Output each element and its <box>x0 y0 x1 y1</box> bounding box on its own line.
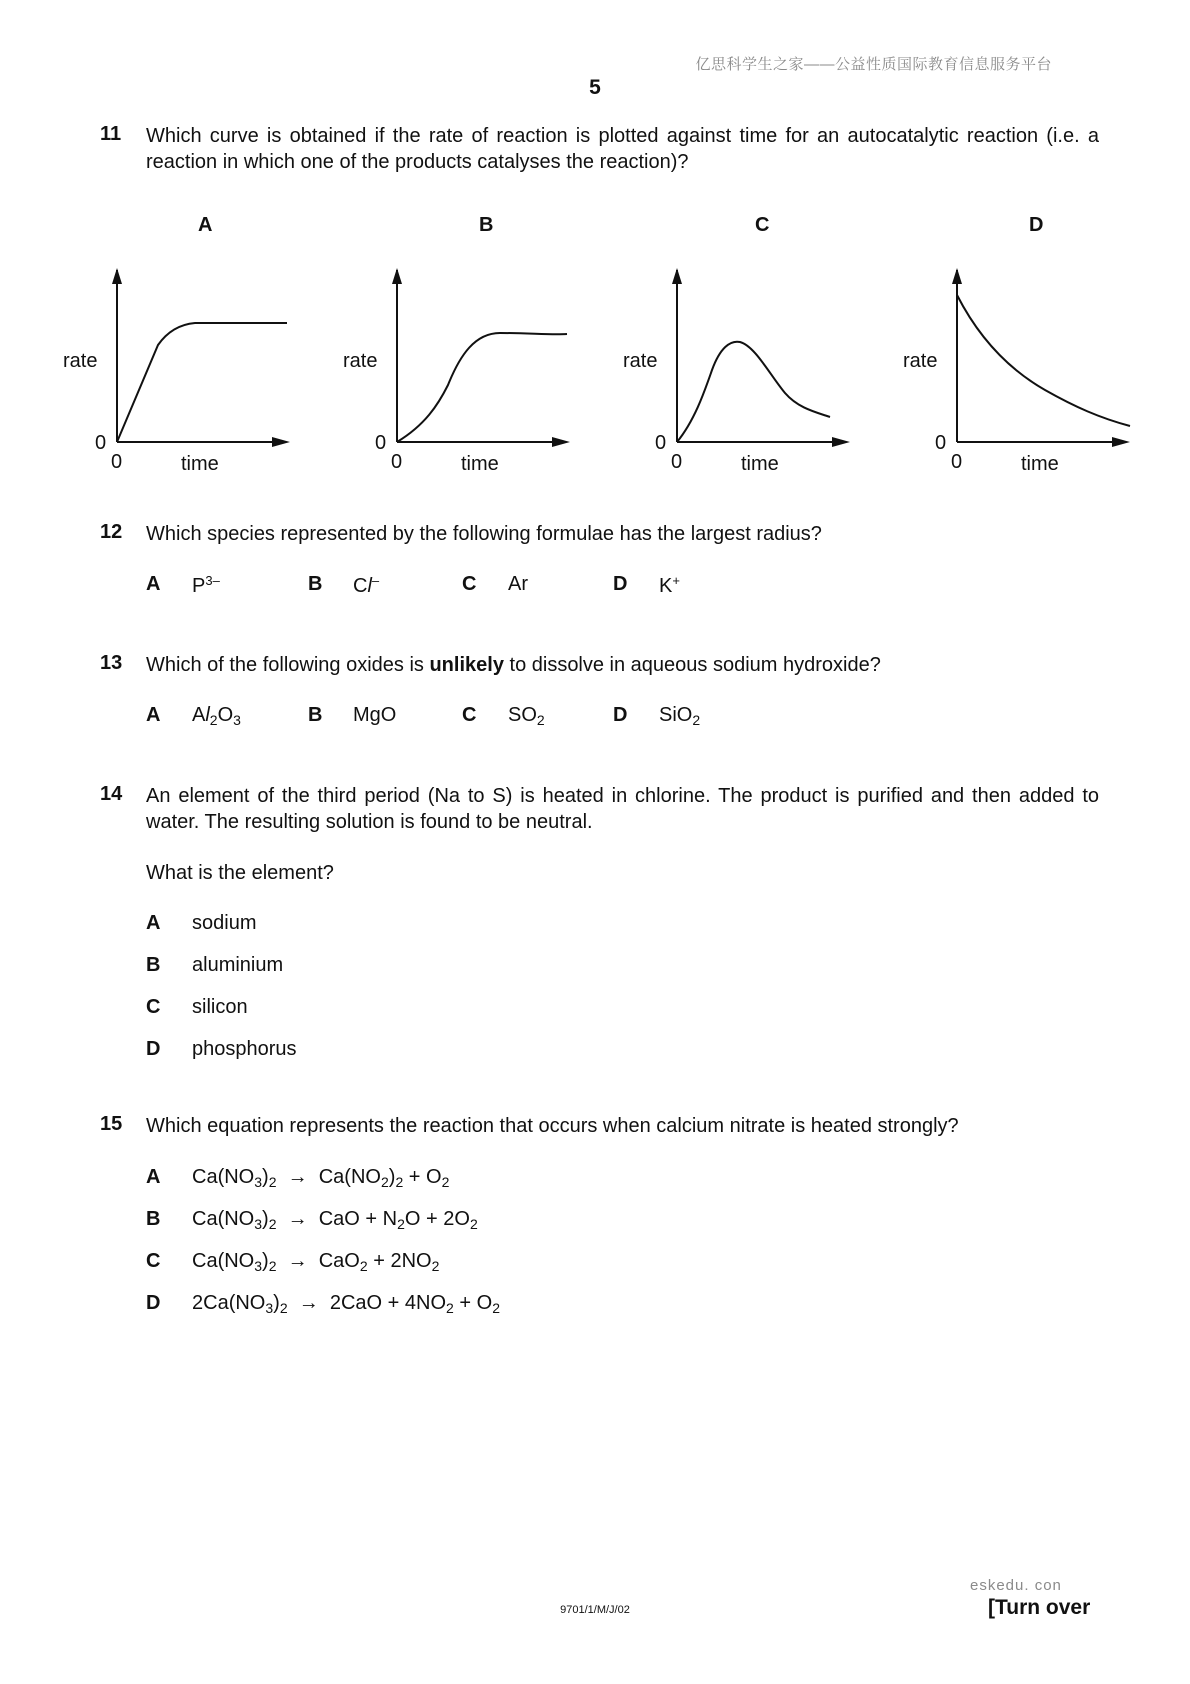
question-text: Which species represented by the following formulae has the largest radius? <box>146 523 822 545</box>
graph-b-origin-y: 0 <box>375 432 387 454</box>
question-text: An element of the third period (Na to S) is heated in chlorine. The product is purified and then added to water. The resulting solution is found to be neutral. <box>146 785 1099 833</box>
graph-c-label: C <box>755 214 770 236</box>
graph-d <box>952 268 1130 447</box>
option-a-letter: A <box>146 573 161 595</box>
q13-options <box>0 704 1190 738</box>
graph-b-ylabel: rate <box>343 350 378 372</box>
option-b-value: MgO <box>353 704 397 726</box>
option-b-letter: B <box>146 1208 161 1230</box>
graph-a-xlabel: time <box>181 453 219 475</box>
option-a-value: sodium <box>192 912 257 934</box>
option-a-value: $P^{3-}$ <box>192 573 220 597</box>
option-d-letter: D <box>146 1292 161 1314</box>
option-a-letter: A <box>146 1166 161 1188</box>
graph-c-curve <box>677 342 830 442</box>
option-b-value: aluminium <box>192 954 284 976</box>
graph-c-origin-y: 0 <box>655 432 667 454</box>
option-c-letter: C <box>146 996 161 1018</box>
question-number: 13 <box>100 652 123 674</box>
option-d-value: phosphorus <box>192 1038 297 1060</box>
option-d-value: SiO$_2$ <box>659 704 701 728</box>
q15-options <box>0 1166 1190 1336</box>
graph-d-curve <box>957 295 1130 426</box>
graph-d-xlabel: time <box>1021 453 1059 475</box>
question-number: 11 <box>100 123 122 145</box>
graph-b-label: B <box>479 214 494 236</box>
graph-b-xlabel: time <box>461 453 499 475</box>
option-d-letter: D <box>146 1038 161 1060</box>
paper-code: 9701/1/M/J/02 <box>560 1604 630 1616</box>
option-c-letter: C <box>462 704 477 726</box>
question-14-prompt: What is the element? <box>146 862 334 884</box>
option-a-letter: A <box>146 704 161 726</box>
option-c-letter: C <box>462 573 477 595</box>
option-a-equation: $Ca(NO_3)_2 \to Ca(NO_2)_2 + O_2$ <box>192 1166 450 1190</box>
watermark-footer: eskedu. con <box>970 1577 1062 1594</box>
graph-d-origin-x: 0 <box>951 451 963 473</box>
graph-c <box>672 268 850 447</box>
question-text: Which equation represents the reaction that occurs when calcium nitrate is heated strongly? <box>146 1115 959 1137</box>
option-b-equation: $Ca(NO_3)_2$ → CaO + $N_2O + 2O_2$ <box>192 1208 478 1232</box>
q12-options <box>0 573 1190 603</box>
option-b-letter: B <box>308 573 323 595</box>
option-b-value: Cl– <box>353 573 380 597</box>
option-d-equation: $2Ca(NO_3)_2 \to 2CaO + 4NO_2 + O_2$ <box>192 1292 500 1316</box>
option-d-letter: D <box>613 573 628 595</box>
option-c-equation: $Ca(NO_3)_2 \to CaO_2 + 2NO_2$ <box>192 1250 440 1274</box>
graph-d-ylabel: rate <box>903 350 938 372</box>
graph-c-ylabel: rate <box>623 350 658 372</box>
turn-over: [Turn over <box>988 1596 1091 1619</box>
question-number: 14 <box>100 783 123 805</box>
watermark-header: 亿思科学生之家——公益性质国际教育信息服务平台 <box>695 56 1052 73</box>
graph-a <box>112 268 290 447</box>
option-d-letter: D <box>613 704 628 726</box>
question-text: Which curve is obtained if the rate of reaction is plotted against time for an autocatalytic reaction (i.e. a reaction in which one of the products catalyses the reaction)? <box>146 125 1099 173</box>
option-a-value: $Al_2O_3$ <box>192 704 241 728</box>
option-c-value: silicon <box>192 996 248 1018</box>
graph-b <box>392 268 570 447</box>
graph-d-label: D <box>1029 214 1044 236</box>
graph-a-ylabel: rate <box>63 350 98 372</box>
option-a-letter: A <box>146 912 161 934</box>
question-text: Which of the following oxides is unlikely to dissolve in aqueous sodium hydroxide? <box>146 654 881 676</box>
option-c-value: Ar <box>508 573 528 595</box>
option-d-value: K+ <box>659 573 680 597</box>
option-c-letter: C <box>146 1250 161 1272</box>
graph-c-xlabel: time <box>741 453 779 475</box>
graph-c-origin-x: 0 <box>671 451 683 473</box>
q11-graph-drawings <box>0 0 1190 480</box>
option-b-letter: B <box>308 704 323 726</box>
graph-a-origin-y: 0 <box>95 432 107 454</box>
graph-a-label: A <box>198 214 213 236</box>
q11-graphs <box>0 0 1190 480</box>
graph-a-curve <box>117 323 287 442</box>
q14-options <box>0 912 1190 1072</box>
graph-a-origin-x: 0 <box>111 451 123 473</box>
page-number: 5 <box>589 76 601 99</box>
graph-b-curve <box>397 333 567 442</box>
graph-b-origin-x: 0 <box>391 451 403 473</box>
graph-d-origin-y: 0 <box>935 432 947 454</box>
option-b-letter: B <box>146 954 161 976</box>
question-number: 12 <box>100 521 123 543</box>
option-c-value: $SO_2$ <box>508 704 545 728</box>
question-number: 15 <box>100 1113 123 1135</box>
